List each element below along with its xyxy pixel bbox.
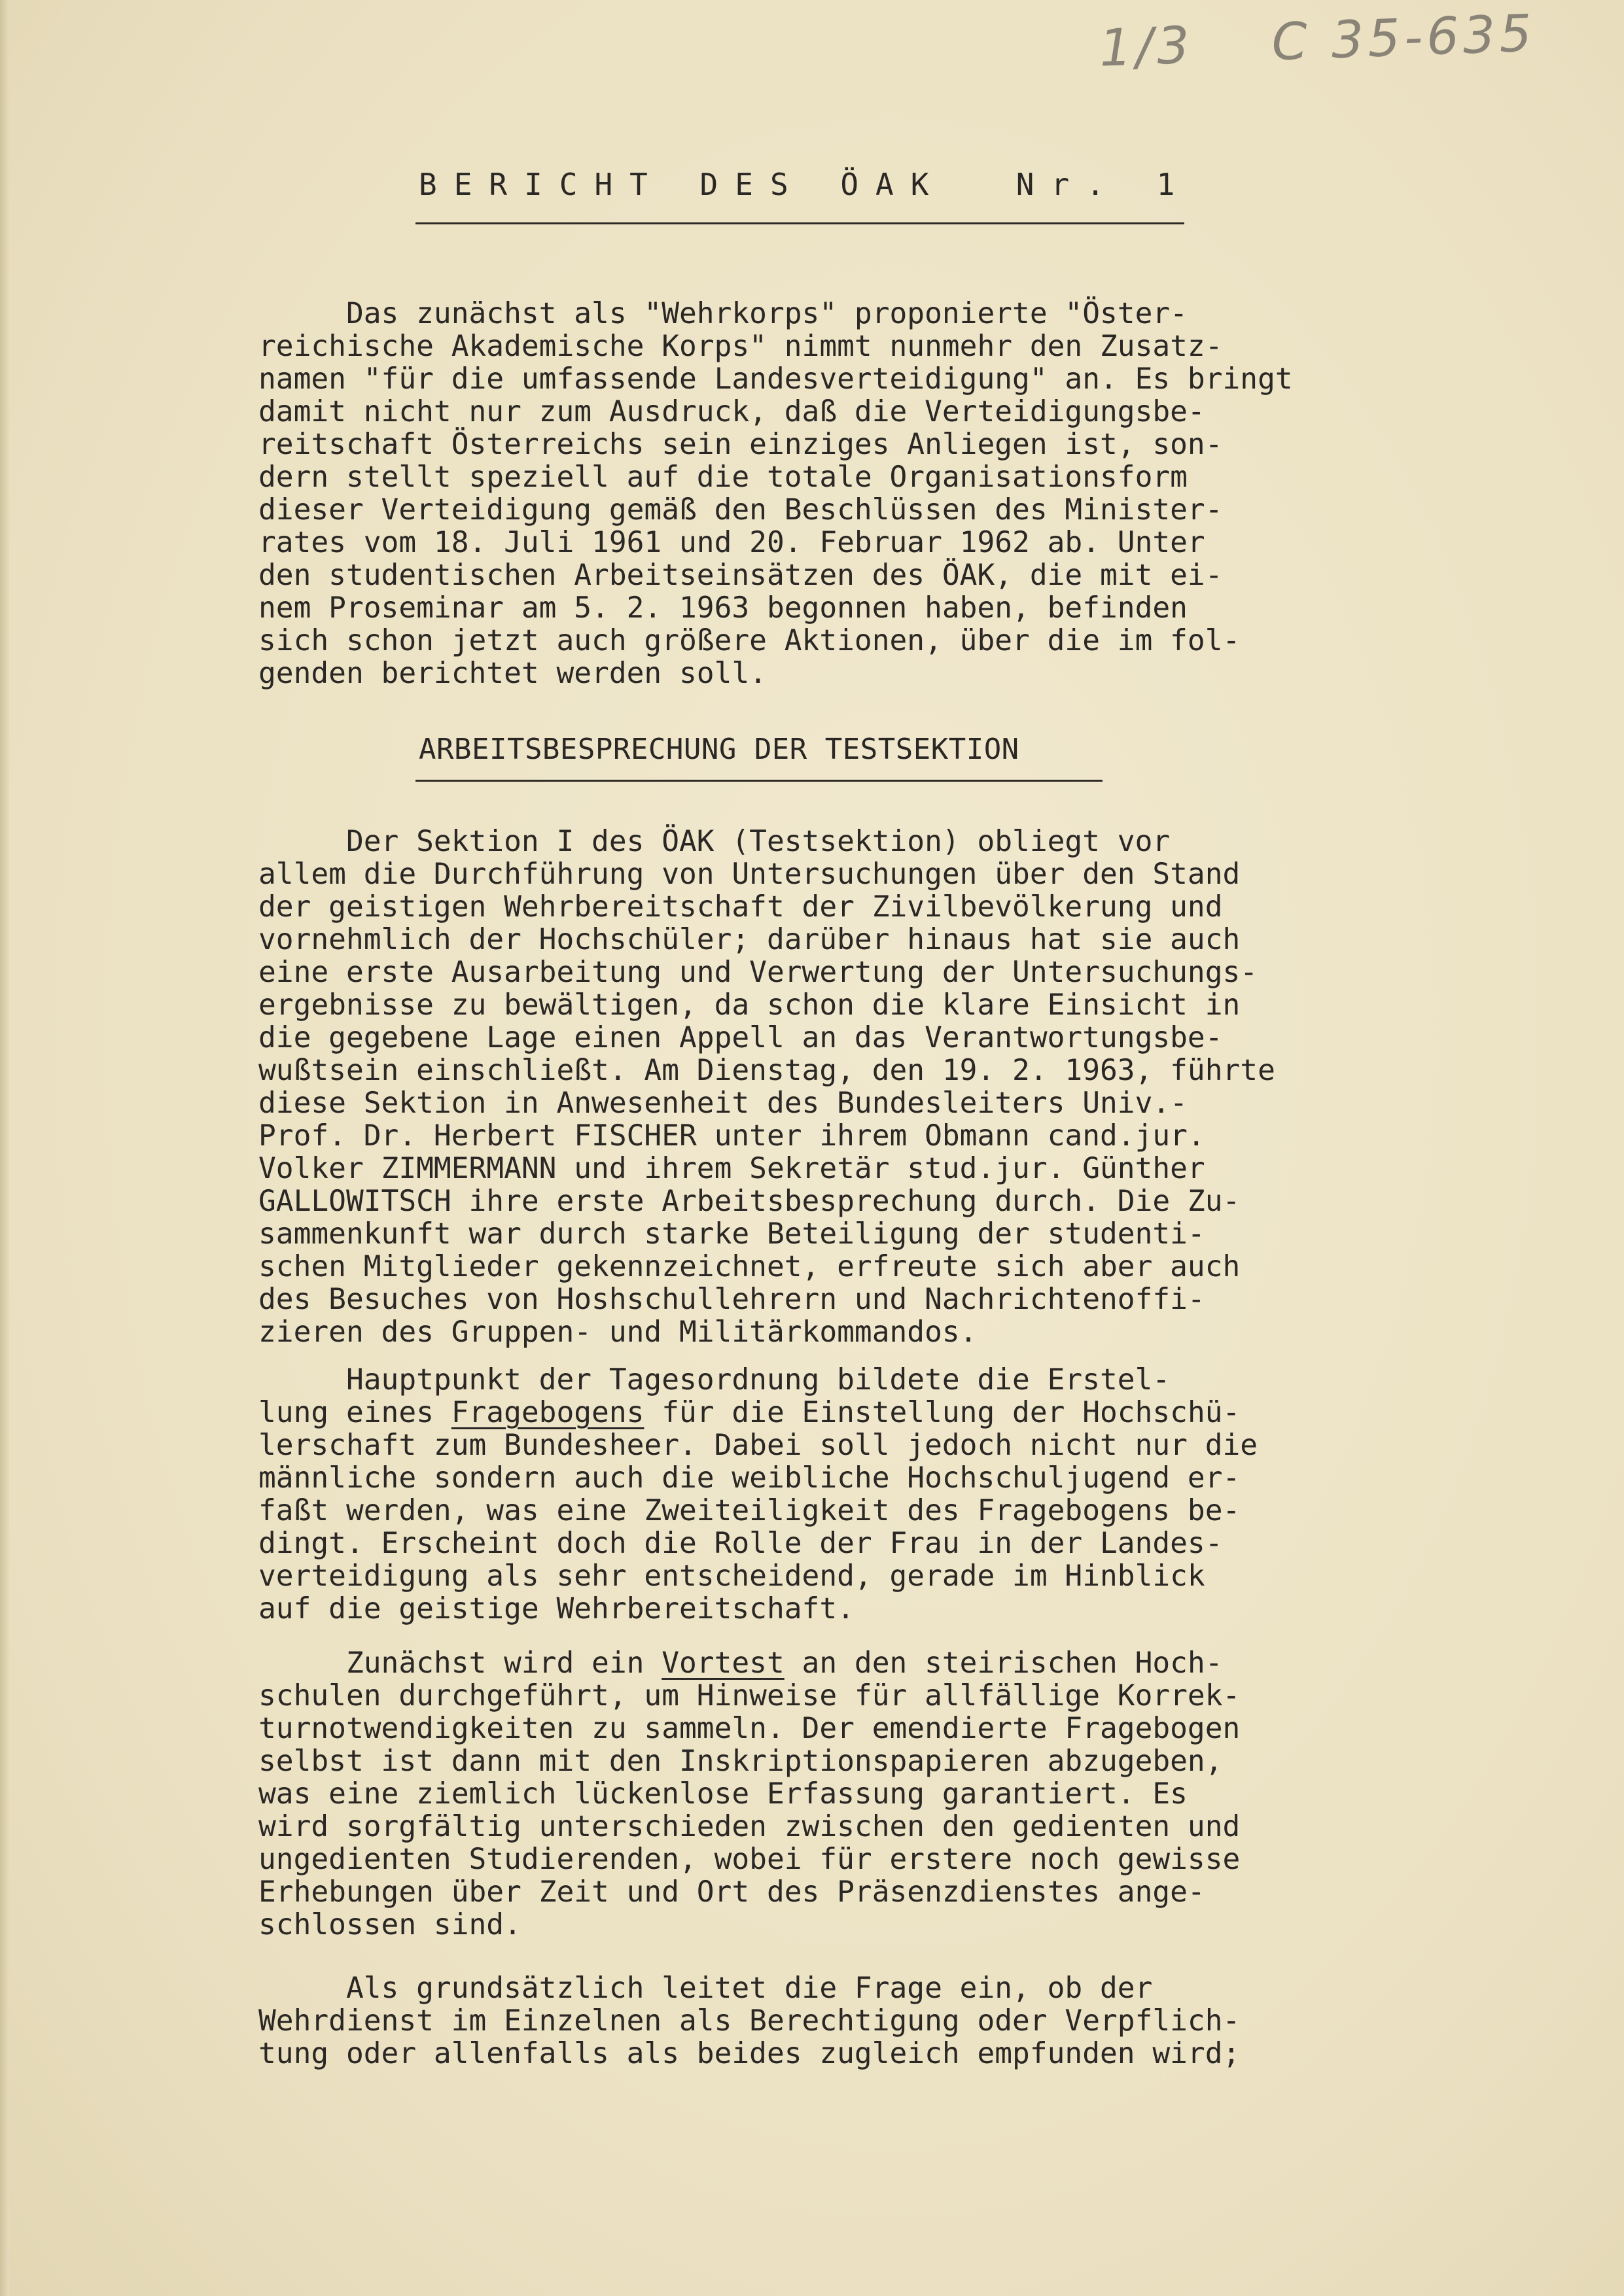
line-text: schlossen sind. (258, 1908, 521, 1941)
intro-paragraph (258, 298, 1521, 690)
text-line (258, 1680, 1521, 1713)
text-line: dieser Verteidigung gemäß den Beschlüssen des Minister- (258, 493, 1223, 527)
underlined-term: Fragebogens (451, 1396, 644, 1429)
text-line (258, 1495, 1521, 1527)
archive-mark (1099, 4, 1537, 78)
line-text: Hauptpunkt der Tagesordnung bildete die Erstel- (258, 1363, 1171, 1397)
line-text: Zunächst wird ein (258, 1646, 662, 1680)
text-line (258, 1713, 1521, 1745)
section1-paragraph (258, 826, 1521, 1349)
text-line: zieren des Gruppen- und Militärkommandos. (258, 1315, 978, 1349)
text-line (258, 1364, 1521, 1397)
text-line: allem die Durchführung von Untersuchungen über den Stand (258, 858, 1241, 891)
text-line: diese Sektion in Anwesenheit des Bundesleiters Univ.- (258, 1087, 1188, 1120)
line-text: verteidigung als sehr entscheidend, gerade im Hinblick (258, 1559, 1205, 1593)
text-line: rates vom 18. Juli 1961 und 20. Februar 1962 ab. Unter (258, 526, 1205, 559)
text-line: dern stellt speziell auf die totale Organisationsform (258, 461, 1188, 494)
text-line: Als grundsätzlich leitet die Frage ein, ob der (258, 1972, 1153, 2005)
text-line (258, 1778, 1521, 1811)
text-line: Prof. Dr. Herbert FISCHER unter ihrem Obmann cand.jur. (258, 1119, 1205, 1153)
text-line (258, 1462, 1521, 1495)
text-line: Wehrdienst im Einzelnen als Berechtigung oder Verpflich- (258, 2004, 1241, 2038)
text-line: die gegebene Lage einen Appell an das Verantwortungsbe- (258, 1021, 1223, 1054)
text-line: eine erste Ausarbeitung und Verwertung der Untersuchungs- (258, 956, 1258, 989)
text-line (258, 1593, 1521, 1626)
text-line: genden berichtet werden soll. (258, 657, 767, 690)
text-line: Das zunächst als "Wehrkorps" proponierte "Öster- (258, 297, 1188, 330)
line-text: turnotwendigkeiten zu sammeln. Der emendierte Fragebogen (258, 1712, 1241, 1745)
line-text: an den steirischen Hoch- (784, 1646, 1223, 1680)
text-line: damit nicht nur zum Ausdruck, daß die Verteidigungsbe- (258, 395, 1205, 428)
text-line: ergebnisse zu bewältigen, da schon die klare Einsicht in (258, 988, 1241, 1022)
archive-folio: 1/3 (1098, 16, 1195, 78)
text-line: tung oder allenfalls als beides zugleich empfunden wird; (258, 2037, 1241, 2070)
text-line: nem Proseminar am 5. 2. 1963 begonnen haben, befinden (258, 591, 1188, 625)
text-line: den studentischen Arbeitseinsätzen des ÖAK, die mit ei- (258, 559, 1223, 592)
section3-paragraph (258, 1647, 1521, 1941)
heading-underline (415, 780, 1103, 782)
title-underline (415, 222, 1184, 224)
text-line (258, 1647, 1521, 1680)
line-text: was eine ziemlich lückenlose Erfassung garantiert. Es (258, 1777, 1188, 1811)
line-text: männliche sondern auch die weibliche Hochschuljugend er- (258, 1461, 1241, 1495)
line-text: lerschaft zum Bundesheer. Dabei soll jedoch nicht nur die (258, 1429, 1258, 1462)
section4-paragraph (258, 1972, 1521, 2070)
text-line (258, 1843, 1521, 1876)
text-line (258, 1876, 1521, 1909)
text-line: vornehmlich der Hochschüler; darüber hinaus hat sie auch (258, 923, 1241, 956)
text-line: der geistigen Wehrbereitschaft der Zivilbevölkerung und (258, 890, 1223, 924)
text-line (258, 1527, 1521, 1560)
text-line: sammenkunft war durch starke Beteiligung der studenti- (258, 1217, 1205, 1251)
line-text: dingt. Erscheint doch die Rolle der Frau in der Landes- (258, 1527, 1223, 1560)
text-line (258, 1811, 1521, 1843)
line-text: ungedienten Studierenden, wobei für erstere noch gewisse (258, 1843, 1241, 1876)
text-line: sich schon jetzt auch größere Aktionen, über die im fol- (258, 624, 1241, 657)
line-text: für die Einstellung der Hochschü- (644, 1396, 1241, 1429)
text-line: schen Mitglieder gekennzeichnet, erfreute sich aber auch (258, 1250, 1241, 1283)
text-line: wußtsein einschließt. Am Dienstag, den 19. 2. 1963, führte (258, 1054, 1275, 1087)
text-line: reichische Akademische Korps" nimmt nunmehr den Zusatz- (258, 330, 1223, 363)
line-text: lung eines (258, 1396, 451, 1429)
document-title: BERICHT DES ÖAK Nr. 1 (419, 167, 1192, 202)
text-line: Volker ZIMMERMANN und ihrem Sekretär stud.jur. Günther (258, 1152, 1205, 1185)
text-line: namen "für die umfassende Landesverteidigung" an. Es bringt (258, 362, 1293, 396)
text-line (258, 1560, 1521, 1593)
text-line (258, 1909, 1521, 1941)
text-line: Der Sektion I des ÖAK (Testsektion) obliegt vor (258, 825, 1171, 858)
text-line (258, 1429, 1521, 1462)
line-text: schulen durchgeführt, um Hinweise für allfällige Korrek- (258, 1679, 1241, 1713)
line-text: selbst ist dann mit den Inskriptionspapieren abzugeben, (258, 1745, 1223, 1778)
text-line: reitschaft Österreichs sein einziges Anliegen ist, son- (258, 428, 1223, 461)
text-line (258, 1745, 1521, 1778)
line-text: auf die geistige Wehrbereitschaft. (258, 1592, 855, 1626)
paper-edge (0, 0, 9, 2296)
text-line (258, 1397, 1521, 1429)
archive-code: C 35-635 (1271, 4, 1537, 73)
line-text: wird sorgfältig unterschieden zwischen den gedienten und (258, 1810, 1241, 1843)
line-text: Erhebungen über Zeit und Ort des Präsenzdienstes ange- (258, 1875, 1205, 1909)
text-line: GALLOWITSCH ihre erste Arbeitsbesprechung durch. Die Zu- (258, 1185, 1241, 1218)
underlined-term: Vortest (662, 1646, 785, 1680)
section-heading: ARBEITSBESPRECHUNG DER TESTSEKTION (419, 733, 1019, 766)
text-line: des Besuches von Hoshschullehrern und Nachrichtenoffi- (258, 1283, 1205, 1316)
section2-paragraph (258, 1364, 1521, 1626)
line-text: faßt werden, was eine Zweiteiligkeit des Fragebogens be- (258, 1494, 1241, 1527)
